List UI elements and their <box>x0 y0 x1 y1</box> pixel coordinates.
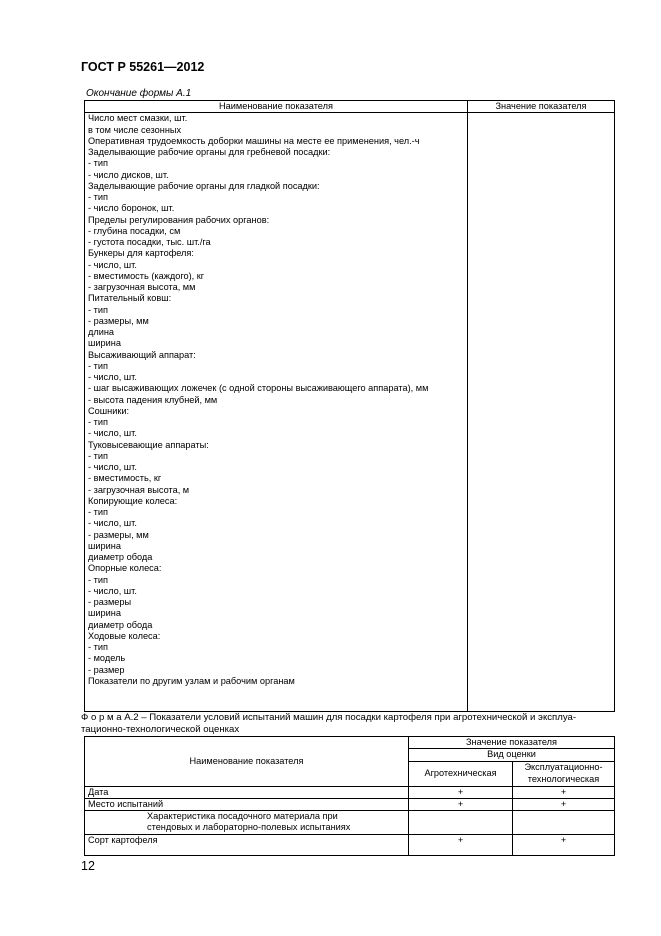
row-name: Дата <box>85 786 409 798</box>
indicator-name: Сошники: <box>88 405 130 416</box>
indicator-name: - число, шт. <box>88 518 137 529</box>
indicator-name: Питательный ковш: <box>88 293 172 304</box>
indicator-name: - загрузочная высота, мм <box>88 282 196 292</box>
column-header-exploit: Эксплуатационно-технологическая <box>513 761 615 786</box>
indicator-name: - число дисков, шт. <box>88 169 169 180</box>
indicator-name: - размер <box>88 664 125 675</box>
row-exploit-value <box>513 811 615 835</box>
indicator-name: Оперативная трудоемкость доборки машины на месте ее применения, чел.-ч <box>88 135 420 146</box>
indicator-name: Ходовые колеса: <box>88 630 161 641</box>
row-agro-value <box>409 811 513 835</box>
indicator-name: - размеры <box>88 597 132 607</box>
indicator-name: в том числе сезонных <box>88 124 182 135</box>
indicator-name: Число мест смазки, шт. <box>88 113 188 124</box>
indicator-name: - вместимость, кг <box>88 473 162 484</box>
row-exploit-value: + <box>513 786 615 798</box>
column-header-name: Наименование показателя <box>85 737 409 787</box>
table-row <box>85 786 615 798</box>
indicator-name: диаметр обода <box>88 552 153 562</box>
indicator-name: Туковысевающие аппараты: <box>88 439 209 450</box>
indicator-name: - размеры, мм <box>88 529 149 540</box>
row-name: Характеристика посадочного материала при стендовых и лабораторно-полевых испытаниях <box>85 811 409 835</box>
table-row <box>85 811 615 835</box>
indicator-name: ширина <box>88 338 121 349</box>
table-row <box>85 113 615 712</box>
indicator-name: - тип <box>88 574 108 585</box>
row-name: Сорт картофеля <box>85 834 409 855</box>
document-header: ГОСТ Р 55261—2012 <box>81 60 205 74</box>
form-a1-caption: Окончание формы А.1 <box>86 88 192 99</box>
table-header-row <box>85 101 615 113</box>
indicator-name: - тип <box>88 158 108 169</box>
indicator-name: - число, шт. <box>88 585 137 596</box>
row-agro-value: + <box>409 798 513 810</box>
indicator-name: Заделывающие рабочие органы для гребневой посадки: <box>88 147 331 157</box>
indicator-name: диаметр обода <box>88 619 153 630</box>
indicator-name: Бункеры для картофеля: <box>88 248 194 259</box>
column-header-value: Значение показателя <box>468 101 615 113</box>
page-number: 12 <box>81 859 95 873</box>
indicator-name: - число, шт. <box>88 259 137 270</box>
table-header-row <box>85 737 615 749</box>
indicator-name: - тип <box>88 417 108 427</box>
column-header-agro: Агротехническая <box>409 761 513 786</box>
indicator-name: - загрузочная высота, м <box>88 484 190 495</box>
indicator-name: Опорные колеса: <box>88 563 162 574</box>
indicator-values-cell <box>468 113 615 712</box>
indicator-name: - тип <box>88 450 108 461</box>
indicator-name: - тип <box>88 192 108 202</box>
indicator-name: - глубина посадки, см <box>88 225 181 236</box>
column-header-name: Наименование показателя <box>85 101 468 113</box>
indicator-name: - число, шт. <box>88 428 137 439</box>
row-agro-value: + <box>409 834 513 855</box>
indicator-name: Заделывающие рабочие органы для гладкой посадки: <box>88 180 320 191</box>
indicator-name: ширина <box>88 540 121 551</box>
indicator-name: ширина <box>88 608 121 619</box>
indicator-name: - вместимость (каждого), кг <box>88 270 205 281</box>
indicator-name: - высота падения клубней, мм <box>88 394 218 405</box>
column-header-kind: Вид оценки <box>409 749 615 761</box>
indicator-name: - размеры, мм <box>88 315 149 326</box>
indicator-name: - тип <box>88 507 108 517</box>
row-name: Место испытаний <box>85 798 409 810</box>
indicator-name: Пределы регулирования рабочих органов: <box>88 214 270 225</box>
form-a2-title: Ф о р м а А.2 – Показатели условий испытаний машин для посадки картофеля при агротехнической и эксплуатационно-технологической оценках <box>81 712 577 735</box>
indicator-name: - число, шт. <box>88 462 137 472</box>
row-agro-value: + <box>409 786 513 798</box>
indicator-name: Показатели по другим узлам и рабочим органам <box>88 675 295 686</box>
table-row <box>85 834 615 855</box>
indicator-name: - число боронок, шт. <box>88 203 175 214</box>
indicator-name: - тип <box>88 642 108 652</box>
column-header-value: Значение показателя <box>409 737 615 749</box>
indicator-name: длина <box>88 327 115 337</box>
indicator-names-cell <box>85 113 468 712</box>
indicator-name: - шаг высаживающих ложечек (с одной стороны высаживающего аппарата), мм <box>88 383 429 394</box>
row-exploit-value: + <box>513 798 615 810</box>
indicator-name: - тип <box>88 304 108 315</box>
indicator-name: Копирующие колеса: <box>88 495 178 506</box>
form-a2-table <box>84 736 615 856</box>
form-a1-table <box>84 100 615 712</box>
indicator-name: - густота посадки, тыс. шт./га <box>88 237 211 247</box>
row-exploit-value: + <box>513 834 615 855</box>
indicator-name: - тип <box>88 360 108 371</box>
indicator-name: - число, шт. <box>88 372 137 382</box>
indicator-name: Высаживающий аппарат: <box>88 349 196 360</box>
table-row <box>85 798 615 810</box>
indicator-name: - модель <box>88 653 126 664</box>
